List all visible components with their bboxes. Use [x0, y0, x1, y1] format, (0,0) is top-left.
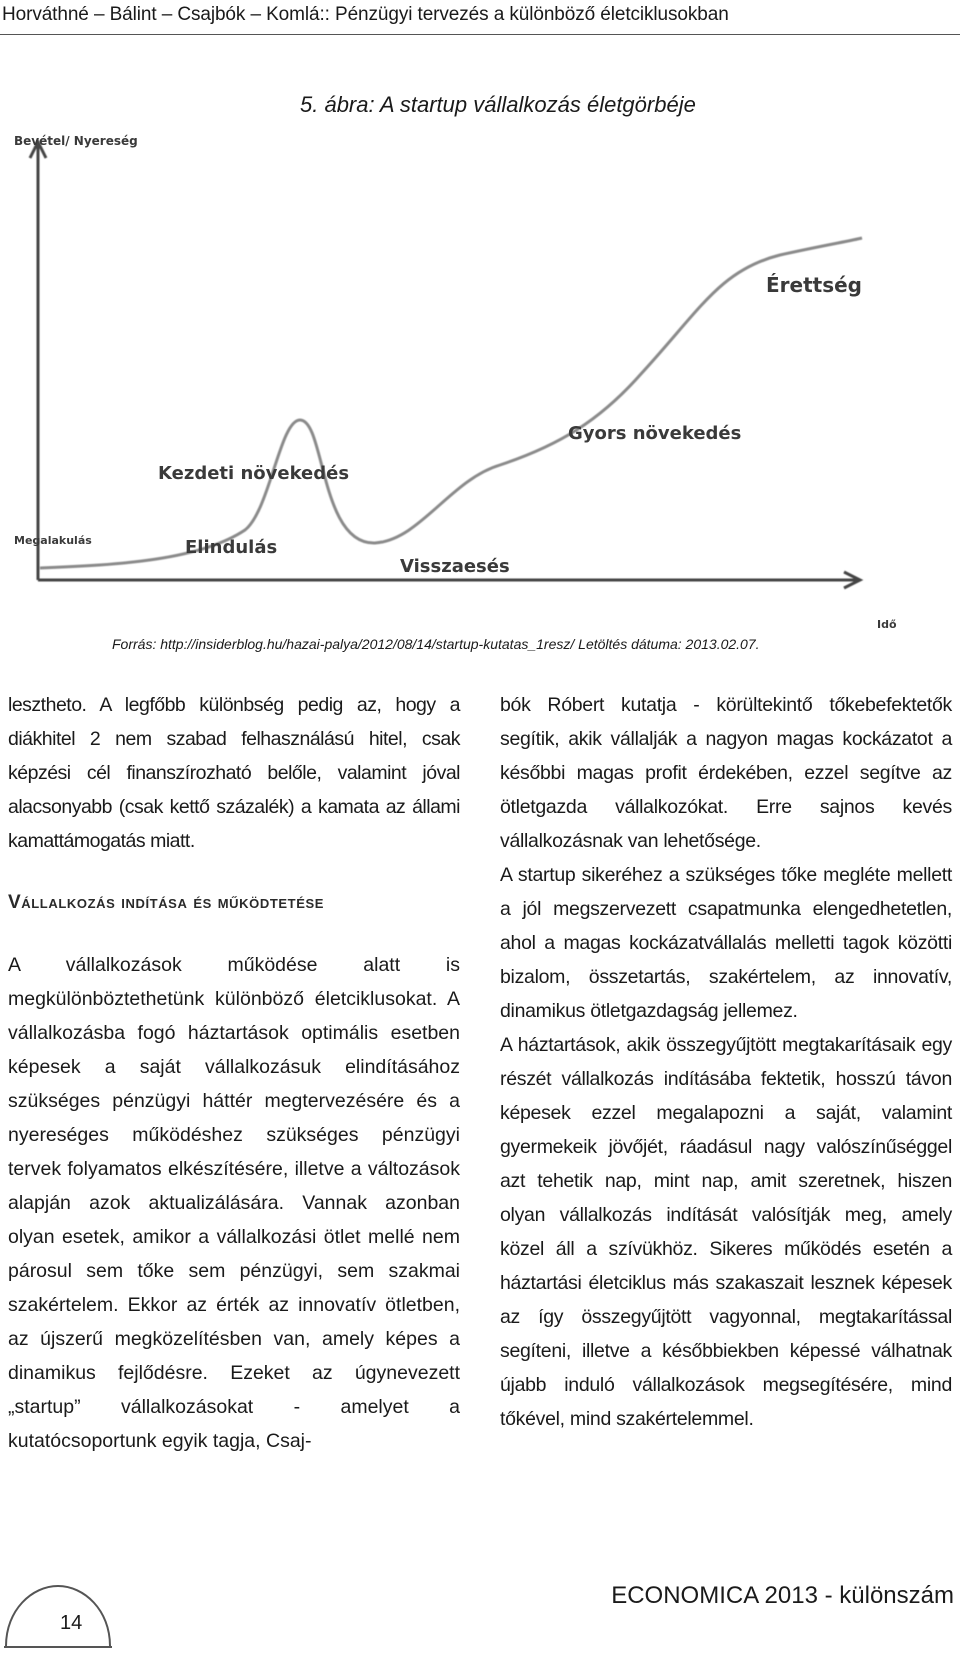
figure-title: 5. ábra: A startup vállalkozás életgörbéje [300, 92, 696, 117]
x-axis-label: Idő [877, 618, 897, 631]
y-axis-label: Bevétel/ Nyereség [14, 134, 138, 148]
stage-label-maturity: Érettség [766, 273, 862, 297]
stage-label-decline: Visszaesés [400, 556, 510, 577]
stage-label-initial-growth: Kezdeti növekedés [158, 463, 350, 484]
page-number: 14 [60, 1612, 83, 1634]
stage-label-founding: Megalakulás [14, 534, 92, 547]
header-rule [0, 34, 960, 35]
journal-name: ECONOMICA 2013 - különszám [611, 1582, 954, 1609]
body-paragraph: A vállalkozások működése alatt is megkülönböztethetünk különböző életciklusokat. A vállalkozásba fogó háztartások optimális esetben képesek a saját vállalkozásuk elindításához szükséges pénzügyi háttér megtervezésére és a nyereséges működéshez szükséges pénzügyi tervek folyamatos elkészítésére, illetve a változások alapján azok aktualizálására. Vannak azonban olyan esetek, amikor a vállalkozási ötlet mellé nem párosul sem tőke sem pénzügyi, sem szakmai szakértelem. Ekkor az érték az innovatív ötletben, az újszerű megközelítésben van, amely képes a dinamikus fejlődésre. Ezeket az úgynevezett „startup” vállalkozásokat - amelyet a kutatócsoportunk egyik tagja, Csaj- [8, 954, 460, 1452]
right-paragraph-2: A startup sikeréhez a szükséges tőke megléte mellett a jól megszervezett csapatmunka elengedhetetlen, ahol a magas kockázatvállalás melletti tagok közötti bizalom, összetartás, szakértelem, az innovatív, dinamikus ötletgazdagság jellemez. [500, 864, 952, 1022]
left-column [8, 688, 460, 1458]
section-heading: Vállalkozás indítása és működtetése [8, 892, 325, 913]
right-paragraph-3: A háztartások, akik összegyűjtött megtakarításaik egy részét vállalkozás indításába fektetik, hosszú távon képesek ezzel megalapozni a saját, valamint gyermekeik jövőjét, ráadásul nagy valószínűséggel azt tehetik nap, mint nap, amit szeretnek, hiszen olyan vállalkozás indítását valósítják meg, amely közel áll a szívükhöz. Sikeres működés esetén a háztartási életciklus más szakaszait lesznek képesek az így összegyűjtött vagyonnal, megtakarítással segíteni, illetve a későbbiekben képessé válhatnak újabb induló vállalkozások megsegítésére, mind tőkével, mind szakértelemmel. [500, 1034, 952, 1430]
lifecycle-curve [40, 238, 862, 568]
right-paragraph-1: bók Róbert kutatja - körültekintő tőkebefektetők segítik, akik vállalják a nagyon magas kockázatot a későbbi magas profit érdekében, ezzel segítve az ötletgazda vállalkozókat. Erre sajnos kevés vállalkozásnak van lehetősége. [500, 694, 952, 852]
right-column [500, 688, 952, 1436]
figure-source: Forrás: http://insiderblog.hu/hazai-palya/2012/08/14/startup-kutatas_1resz/ Letöltés dátuma: 2013.02.07. [112, 636, 760, 652]
stage-label-launch: Elindulás [185, 537, 278, 558]
running-head: Horváthné – Bálint – Csajbók – Komlá:: Pénzügyi tervezés a különböző életciklusokban [2, 4, 729, 25]
page-number-badge [2, 1580, 114, 1650]
lifecycle-figure [0, 120, 960, 650]
stage-label-rapid-growth: Gyors növekedés [568, 423, 742, 444]
intro-paragraph: lesztheto. A legfőbb különbség pedig az, hogy a diákhitel 2 nem szabad felhasználású hitel, csak képzési cél finanszírozható belőle, valamint jóval alacsonyabb (csak kettő százalék) a kamata az állami kamattámogatás miatt. [8, 694, 460, 852]
